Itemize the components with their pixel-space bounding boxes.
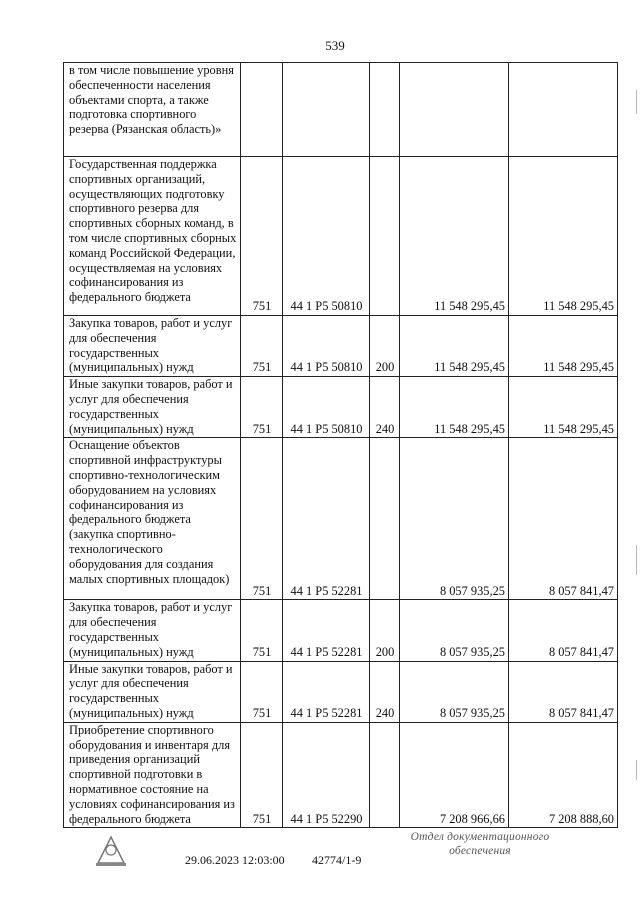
department-stamp [405, 830, 555, 858]
cell-code: 44 1 Р5 50810 [283, 377, 370, 438]
cell-dept: 751 [241, 157, 283, 316]
cell-sum2: 8 057 841,47 [509, 438, 618, 600]
cell-sum1: 8 057 935,25 [400, 438, 509, 600]
cell-sum1: 7 208 966,66 [400, 722, 509, 828]
cell-name: Закупка товаров, работ и услуг для обеспечения государственных (муниципальных) нужд [64, 600, 241, 661]
cell-code: 44 1 Р5 52281 [283, 661, 370, 722]
cell-code: 44 1 Р5 52281 [283, 438, 370, 600]
cell-vr [370, 722, 400, 828]
footer-datetime: 29.06.2023 12:03:00 [185, 853, 285, 867]
cell-name: Закупка товаров, работ и услуг для обеспечения государственных (муниципальных) нужд [64, 316, 241, 377]
cell-code: 44 1 Р5 52281 [283, 600, 370, 661]
table-row [64, 157, 618, 316]
cell-vr: 200 [370, 600, 400, 661]
cell-code [283, 63, 370, 157]
cell-sum1: 11 548 295,45 [400, 316, 509, 377]
cell-name: Приобретение спортивного оборудования и инвентаря для приведения организаций спортивной подготовки в нормативное состояние на условиях софинансирования из федерального бюджета [64, 722, 241, 828]
scan-edge-mark [636, 90, 637, 114]
cell-code: 44 1 Р5 50810 [283, 316, 370, 377]
cell-sum2: 11 548 295,45 [509, 316, 618, 377]
scan-edge-mark [636, 545, 637, 575]
cell-sum1: 8 057 935,25 [400, 661, 509, 722]
cell-dept [241, 63, 283, 157]
scan-edge-mark [636, 760, 637, 780]
table-row [64, 661, 618, 722]
table-row [64, 438, 618, 600]
cell-sum1: 11 548 295,45 [400, 377, 509, 438]
table-row [64, 316, 618, 377]
cell-vr [370, 157, 400, 316]
stamp-line-2: обеспечения [449, 845, 511, 857]
cell-vr [370, 438, 400, 600]
footer-doc-number: 42774/1-9 [312, 853, 362, 867]
table-row [64, 63, 618, 157]
cell-code: 44 1 Р5 52290 [283, 722, 370, 828]
cell-name: Государственная поддержка спортивных организаций, осуществляющих подготовку спортивного резерва для спортивных сборных команд, в том числе спортивных сборных команд Российской Федерации, осуществляемая на условиях софинансирования из федерального бюджета [64, 157, 241, 316]
cell-sum2: 11 548 295,45 [509, 157, 618, 316]
cell-vr: 240 [370, 661, 400, 722]
cell-vr [370, 63, 400, 157]
cell-dept: 751 [241, 722, 283, 828]
cell-dept: 751 [241, 438, 283, 600]
emblem-logo [92, 833, 130, 869]
stamp-line-1: Отдел документационного [410, 831, 550, 843]
cell-name: Оснащение объектов спортивной инфраструктуры спортивно-технологическим оборудованием на условиях софинансирования из федерального бюджета (закупка спортивно-технологического оборудования для создания малых спортивных площадок) [64, 438, 241, 600]
cell-sum2: 11 548 295,45 [509, 377, 618, 438]
cell-name: Иные закупки товаров, работ и услуг для обеспечения государственных (муниципальных) нужд [64, 377, 241, 438]
table-row [64, 600, 618, 661]
cell-sum2: 7 208 888,60 [509, 722, 618, 828]
cell-sum2: 8 057 841,47 [509, 600, 618, 661]
cell-sum2 [509, 63, 618, 157]
table-row [64, 722, 618, 828]
table-row [64, 377, 618, 438]
cell-dept: 751 [241, 316, 283, 377]
budget-table [63, 62, 618, 828]
cell-sum1 [400, 63, 509, 157]
cell-sum1: 11 548 295,45 [400, 157, 509, 316]
cell-vr: 200 [370, 316, 400, 377]
page-number: 539 [325, 38, 345, 53]
cell-vr: 240 [370, 377, 400, 438]
cell-dept: 751 [241, 377, 283, 438]
cell-sum2: 8 057 841,47 [509, 661, 618, 722]
cell-dept: 751 [241, 661, 283, 722]
cell-sum1: 8 057 935,25 [400, 600, 509, 661]
cell-dept: 751 [241, 600, 283, 661]
cell-name: в том числе повышение уровня обеспеченности населения объектами спорта, а также подготовка спортивного резерва (Рязанская область)» [64, 63, 241, 157]
cell-code: 44 1 Р5 50810 [283, 157, 370, 316]
cell-name: Иные закупки товаров, работ и услуг для обеспечения государственных (муниципальных) нужд [64, 661, 241, 722]
